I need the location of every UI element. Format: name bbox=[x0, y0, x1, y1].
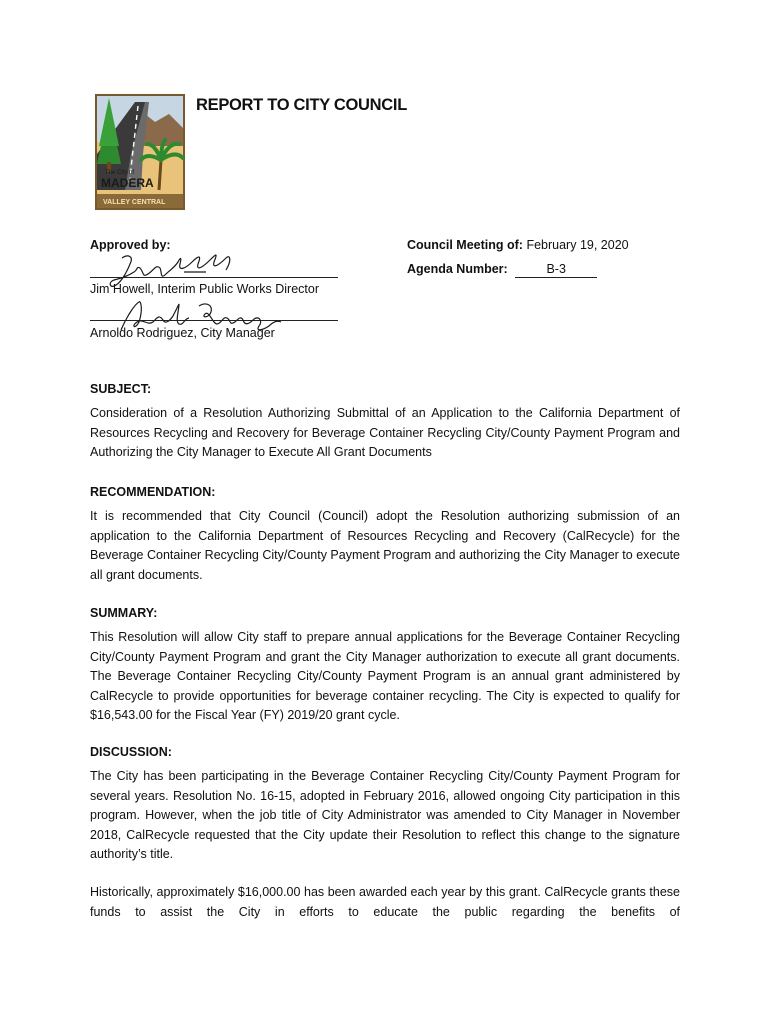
logo-text-1: The City of bbox=[105, 170, 135, 176]
signer-name-1: Jim Howell, Interim Public Works Director bbox=[90, 282, 319, 296]
summary-body: This Resolution will allow City staff to prepare annual applications for the Beverage Container Recycling City/County Payment Program and grant the City Manager authorization to execute all grant documents. The Beverage Container Recycling City/County Payment Program is an annual grant administered by CalRecycle to provide opportunities for beverage container recycling. The City is expected to qualify for $16,543.00 for the Fiscal Year (FY) 2019/20 grant cycle. bbox=[90, 630, 680, 722]
summary-heading: SUMMARY: bbox=[90, 606, 158, 620]
agenda-number-label: Agenda Number: bbox=[407, 262, 508, 276]
signer-name-2: Arnoldo Rodriguez, City Manager bbox=[90, 326, 275, 340]
logo-text-2: MADERA bbox=[101, 176, 154, 190]
council-meeting-date: February 19, 2020 bbox=[526, 238, 629, 252]
signature-line-2 bbox=[90, 320, 338, 321]
subject-heading: SUBJECT: bbox=[90, 382, 152, 396]
approved-by-label: Approved by: bbox=[90, 238, 171, 252]
report-title: REPORT TO CITY COUNCIL bbox=[196, 96, 407, 114]
agenda-number-value: B-3 bbox=[515, 262, 597, 278]
recommendation-body: It is recommended that City Council (Council) adopt the Resolution authorizing submission of an application to the California Department of Resources Recycling and Recovery (CalRecycle) for the Beverage Container Recycling City/County Payment Program and authorizing the City Manager to execute all grant documents. bbox=[90, 509, 680, 582]
agenda-number-row bbox=[407, 262, 597, 278]
logo-text-3: VALLEY CENTRAL bbox=[103, 199, 166, 206]
city-of-madera-logo bbox=[95, 94, 185, 210]
council-meeting-row bbox=[407, 238, 629, 252]
signature-line-1 bbox=[90, 277, 338, 278]
council-meeting-label: Council Meeting of: bbox=[407, 238, 523, 252]
subject-body: Consideration of a Resolution Authorizing Submittal of an Application to the California Department of Resources Recycling and Recovery for Beverage Container Recycling City/County Payment Program and Authorizing the City Manager to Execute All Grant Documents bbox=[90, 406, 680, 459]
recommendation-heading: RECOMMENDATION: bbox=[90, 485, 216, 499]
historical-paragraph: Historically, approximately $16,000.00 has been awarded each year by this grant. CalRecycle grants these funds to assist the City in efforts to educate the public regarding the benefits of bbox=[90, 885, 680, 919]
discussion-heading: DISCUSSION: bbox=[90, 745, 172, 759]
discussion-body: The City has been participating in the Beverage Container Recycling City/County Payment Program for several years. Resolution No. 16-15, adopted in February 2016, allowed ongoing City participation in this program. However, when the job title of City Administrator was amended to City Manager in November 2018, CalRecycle requested that the City update their Resolution to reflect this change to the signature authority’s title. bbox=[90, 769, 680, 861]
